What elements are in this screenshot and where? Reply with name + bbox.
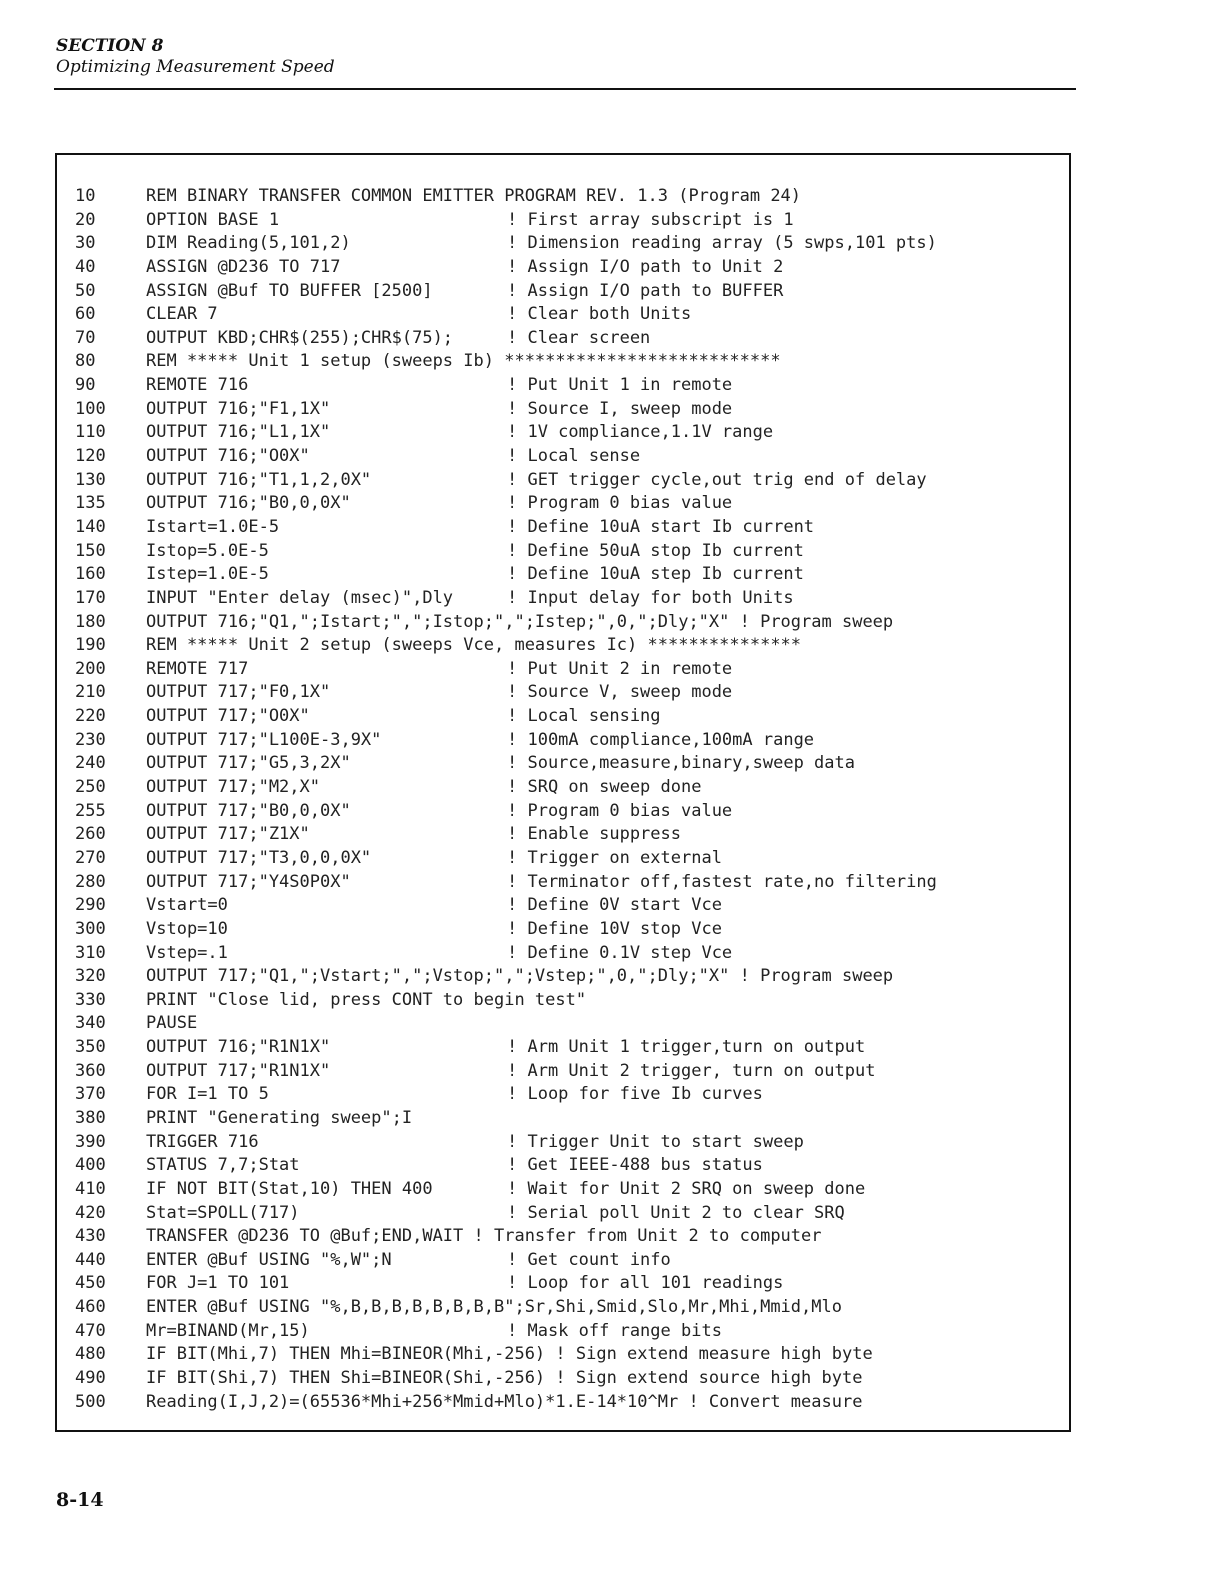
line-number: 330 bbox=[75, 989, 106, 1010]
code-line bbox=[75, 1154, 1065, 1178]
code-statement: PRINT "Generating sweep";I bbox=[146, 1107, 413, 1128]
line-number: 190 bbox=[75, 635, 106, 656]
code-statement: PAUSE bbox=[146, 1013, 198, 1034]
code-line bbox=[75, 752, 1065, 776]
code-statement: IF BIT(Shi,7) THEN Shi=BINEOR(Shi,-256) ! Sign extend source high byte bbox=[146, 1368, 863, 1389]
line-number: 210 bbox=[75, 682, 106, 703]
line-number: 255 bbox=[75, 800, 106, 821]
line-number: 200 bbox=[75, 658, 106, 679]
code-comment: ! Define 10uA start Ib current bbox=[507, 516, 815, 537]
code-comment: ! Define 50uA stop Ib current bbox=[507, 540, 804, 561]
code-line bbox=[75, 942, 1065, 966]
code-line bbox=[75, 1320, 1065, 1344]
code-comment: ! First array subscript is 1 bbox=[507, 209, 794, 230]
code-line bbox=[75, 1272, 1065, 1296]
section-label: SECTION 8 bbox=[56, 36, 164, 56]
code-line bbox=[75, 1083, 1065, 1107]
program-listing-box bbox=[55, 153, 1071, 1432]
code-comment: ! Arm Unit 1 trigger,turn on output bbox=[507, 1037, 866, 1058]
code-line bbox=[75, 705, 1065, 729]
code-line bbox=[75, 871, 1065, 895]
code-line bbox=[75, 1249, 1065, 1273]
code-statement: CLEAR 7 bbox=[146, 304, 218, 325]
code-line bbox=[75, 469, 1065, 493]
code-line bbox=[75, 1012, 1065, 1036]
code-comment: ! Serial poll Unit 2 to clear SRQ bbox=[507, 1202, 845, 1223]
code-comment: ! Clear both Units bbox=[507, 304, 692, 325]
code-statement: OUTPUT 716;"L1,1X" bbox=[146, 422, 331, 443]
line-number: 160 bbox=[75, 564, 106, 585]
code-statement: Istart=1.0E-5 bbox=[146, 516, 280, 537]
line-number: 140 bbox=[75, 516, 106, 537]
code-comment: ! Define 0.1V step Vce bbox=[507, 942, 733, 963]
line-number: 470 bbox=[75, 1320, 106, 1341]
code-comment: ! Wait for Unit 2 SRQ on sweep done bbox=[507, 1178, 866, 1199]
code-statement: Reading(I,J,2)=(65536*Mhi+256*Mmid+Mlo)*1.E-14*10^Mr ! Convert measure bbox=[146, 1391, 863, 1412]
code-line bbox=[75, 894, 1065, 918]
code-line bbox=[75, 185, 1065, 209]
code-line bbox=[75, 823, 1065, 847]
line-number: 320 bbox=[75, 966, 106, 987]
code-line bbox=[75, 303, 1065, 327]
line-number: 440 bbox=[75, 1249, 106, 1270]
code-line bbox=[75, 1131, 1065, 1155]
code-line bbox=[75, 1367, 1065, 1391]
line-number: 130 bbox=[75, 469, 106, 490]
line-number: 460 bbox=[75, 1297, 106, 1318]
code-comment: ! Loop for all 101 readings bbox=[507, 1273, 784, 1294]
code-statement: OUTPUT 717;"G5,3,2X" bbox=[146, 753, 351, 774]
code-statement: IF NOT BIT(Stat,10) THEN 400 bbox=[146, 1178, 433, 1199]
code-line bbox=[75, 965, 1065, 989]
code-statement: REM ***** Unit 2 setup (sweeps Vce, measures Ic) *************** bbox=[146, 635, 802, 656]
line-number: 250 bbox=[75, 777, 106, 798]
line-number: 90 bbox=[75, 375, 96, 396]
code-line bbox=[75, 800, 1065, 824]
code-statement: OUTPUT 716;"Q1,";Istart;",";Istop;",";Istep;",0,";Dly;"X" ! Program sweep bbox=[146, 611, 894, 632]
code-statement: OUTPUT 716;"T1,1,2,0X" bbox=[146, 469, 372, 490]
code-comment: ! Clear screen bbox=[507, 327, 651, 348]
line-number: 220 bbox=[75, 706, 106, 727]
code-line bbox=[75, 1296, 1065, 1320]
code-comment: ! GET trigger cycle,out trig end of delay bbox=[507, 469, 927, 490]
code-line bbox=[75, 280, 1065, 304]
code-comment: ! Source,measure,binary,sweep data bbox=[507, 753, 855, 774]
line-number: 300 bbox=[75, 918, 106, 939]
code-comment: ! Program 0 bias value bbox=[507, 800, 733, 821]
line-number: 260 bbox=[75, 824, 106, 845]
code-statement: OUTPUT 716;"O0X" bbox=[146, 446, 310, 467]
code-statement: OUTPUT 717;"B0,0,0X" bbox=[146, 800, 351, 821]
code-line bbox=[75, 516, 1065, 540]
code-statement: OUTPUT 717;"L100E-3,9X" bbox=[146, 729, 382, 750]
line-number: 370 bbox=[75, 1084, 106, 1105]
line-number: 500 bbox=[75, 1391, 106, 1412]
section-title: Optimizing Measurement Speed bbox=[56, 57, 335, 77]
code-statement: OUTPUT 717;"Q1,";Vstart;",";Vstop;",";Vstep;",0,";Dly;"X" ! Program sweep bbox=[146, 966, 894, 987]
line-number: 10 bbox=[75, 186, 96, 206]
code-statement: OUTPUT 717;"Y4S0P0X" bbox=[146, 871, 351, 892]
code-statement: OUTPUT 716;"B0,0,0X" bbox=[146, 493, 351, 514]
code-comment: ! 100mA compliance,100mA range bbox=[507, 729, 815, 750]
code-line bbox=[75, 1036, 1065, 1060]
code-comment: ! Assign I/O path to BUFFER bbox=[507, 280, 784, 301]
line-number: 135 bbox=[75, 493, 106, 514]
code-statement: ENTER @Buf USING "%,W";N bbox=[146, 1249, 392, 1270]
line-number: 100 bbox=[75, 398, 106, 419]
code-line bbox=[75, 1202, 1065, 1226]
code-comment: ! Source I, sweep mode bbox=[507, 398, 733, 419]
line-number: 170 bbox=[75, 587, 106, 608]
code-comment: ! SRQ on sweep done bbox=[507, 777, 702, 798]
code-statement: OUTPUT 717;"F0,1X" bbox=[146, 682, 331, 703]
code-line bbox=[75, 658, 1065, 682]
code-comment: ! Dimension reading array (5 swps,101 pts) bbox=[507, 233, 937, 254]
code-line bbox=[75, 918, 1065, 942]
code-line bbox=[75, 847, 1065, 871]
code-statement: Vstop=10 bbox=[146, 918, 228, 939]
code-statement: REM BINARY TRANSFER COMMON EMITTER PROGRAM REV. 1.3 (Program 24) bbox=[146, 186, 802, 206]
code-comment: ! Trigger Unit to start sweep bbox=[507, 1131, 804, 1152]
code-line bbox=[75, 611, 1065, 635]
code-statement: Mr=BINAND(Mr,15) bbox=[146, 1320, 310, 1341]
code-statement: ASSIGN @D236 TO 717 bbox=[146, 256, 341, 277]
code-statement: FOR I=1 TO 5 bbox=[146, 1084, 269, 1105]
code-statement: Istop=5.0E-5 bbox=[146, 540, 269, 561]
code-statement: IF BIT(Mhi,7) THEN Mhi=BINEOR(Mhi,-256) ! Sign extend measure high byte bbox=[146, 1344, 873, 1365]
code-line bbox=[75, 374, 1065, 398]
code-line bbox=[75, 1178, 1065, 1202]
line-number: 490 bbox=[75, 1368, 106, 1389]
code-comment: ! Mask off range bits bbox=[507, 1320, 722, 1341]
code-statement: ASSIGN @Buf TO BUFFER [2500] bbox=[146, 280, 433, 301]
code-line bbox=[75, 209, 1065, 233]
code-comment: ! Put Unit 2 in remote bbox=[507, 658, 733, 679]
code-line bbox=[75, 1060, 1065, 1084]
code-comment: ! Input delay for both Units bbox=[507, 587, 794, 608]
line-number: 400 bbox=[75, 1155, 106, 1176]
line-number: 380 bbox=[75, 1107, 106, 1128]
code-line bbox=[75, 327, 1065, 351]
page-header bbox=[56, 36, 1076, 78]
code-statement: Vstart=0 bbox=[146, 895, 228, 916]
code-statement: TRIGGER 716 bbox=[146, 1131, 259, 1152]
code-line bbox=[75, 350, 1065, 374]
line-number: 390 bbox=[75, 1131, 106, 1152]
line-number: 450 bbox=[75, 1273, 106, 1294]
code-statement: OUTPUT 717;"T3,0,0,0X" bbox=[146, 847, 372, 868]
code-comment: ! Define 10V stop Vce bbox=[507, 918, 722, 939]
header-rule bbox=[54, 88, 1076, 90]
code-line bbox=[75, 776, 1065, 800]
code-statement: FOR J=1 TO 101 bbox=[146, 1273, 290, 1294]
line-number: 60 bbox=[75, 304, 96, 325]
code-line bbox=[75, 398, 1065, 422]
line-number: 120 bbox=[75, 446, 106, 467]
code-comment: ! Enable suppress bbox=[507, 824, 681, 845]
code-statement: OUTPUT 717;"R1N1X" bbox=[146, 1060, 331, 1081]
code-line bbox=[75, 445, 1065, 469]
code-statement: TRANSFER @D236 TO @Buf;END,WAIT ! Transfer from Unit 2 to computer bbox=[146, 1226, 822, 1247]
code-line bbox=[75, 1225, 1065, 1249]
line-number: 420 bbox=[75, 1202, 106, 1223]
line-number: 360 bbox=[75, 1060, 106, 1081]
line-number: 280 bbox=[75, 871, 106, 892]
code-comment: ! Get IEEE-488 bus status bbox=[507, 1155, 763, 1176]
code-line bbox=[75, 681, 1065, 705]
code-line bbox=[75, 563, 1065, 587]
line-number: 480 bbox=[75, 1344, 106, 1365]
code-comment: ! Terminator off,fastest rate,no filtering bbox=[507, 871, 937, 892]
code-line bbox=[75, 492, 1065, 516]
line-number: 180 bbox=[75, 611, 106, 632]
code-statement: OUTPUT 717;"Z1X" bbox=[146, 824, 310, 845]
code-comment: ! Trigger on external bbox=[507, 847, 722, 868]
line-number: 290 bbox=[75, 895, 106, 916]
code-comment: ! Define 10uA step Ib current bbox=[507, 564, 804, 585]
line-number: 20 bbox=[75, 209, 96, 230]
code-statement: Stat=SPOLL(717) bbox=[146, 1202, 300, 1223]
code-line bbox=[75, 232, 1065, 256]
code-comment: ! Source V, sweep mode bbox=[507, 682, 733, 703]
code-comment: ! Assign I/O path to Unit 2 bbox=[507, 256, 784, 277]
code-statement: STATUS 7,7;Stat bbox=[146, 1155, 300, 1176]
code-line bbox=[75, 540, 1065, 564]
code-statement: Vstep=.1 bbox=[146, 942, 228, 963]
line-number: 350 bbox=[75, 1037, 106, 1058]
code-line bbox=[75, 729, 1065, 753]
code-comment: ! Program 0 bias value bbox=[507, 493, 733, 514]
code-statement: OUTPUT 717;"M2,X" bbox=[146, 777, 320, 798]
code-statement: REMOTE 716 bbox=[146, 375, 249, 396]
code-statement: REMOTE 717 bbox=[146, 658, 249, 679]
line-number: 310 bbox=[75, 942, 106, 963]
code-comment: ! Put Unit 1 in remote bbox=[507, 375, 733, 396]
code-comment: ! Local sensing bbox=[507, 706, 661, 727]
code-line bbox=[75, 256, 1065, 280]
page-number: 8-14 bbox=[56, 1489, 104, 1511]
code-comment: ! Loop for five Ib curves bbox=[507, 1084, 763, 1105]
code-statement: Istep=1.0E-5 bbox=[146, 564, 269, 585]
code-line bbox=[75, 989, 1065, 1013]
code-line bbox=[75, 587, 1065, 611]
code-statement: REM ***** Unit 1 setup (sweeps Ib) *************************** bbox=[146, 351, 781, 372]
code-comment: ! Get count info bbox=[507, 1249, 671, 1270]
code-line bbox=[75, 1107, 1065, 1131]
code-statement: OPTION BASE 1 bbox=[146, 209, 280, 230]
line-number: 30 bbox=[75, 233, 96, 254]
line-number: 50 bbox=[75, 280, 96, 301]
line-number: 40 bbox=[75, 256, 96, 277]
line-number: 270 bbox=[75, 847, 106, 868]
code-statement: OUTPUT KBD;CHR$(255);CHR$(75); bbox=[146, 327, 454, 348]
line-number: 70 bbox=[75, 327, 96, 348]
code-line bbox=[75, 1343, 1065, 1367]
line-number: 150 bbox=[75, 540, 106, 561]
code-comment: ! Define 0V start Vce bbox=[507, 895, 722, 916]
code-comment: ! Arm Unit 2 trigger, turn on output bbox=[507, 1060, 876, 1081]
code-statement: INPUT "Enter delay (msec)",Dly bbox=[146, 587, 454, 608]
code-line bbox=[75, 421, 1065, 445]
code-statement: PRINT "Close lid, press CONT to begin test" bbox=[146, 989, 587, 1010]
line-number: 240 bbox=[75, 753, 106, 774]
code-line bbox=[75, 1391, 1065, 1415]
code-statement: OUTPUT 717;"O0X" bbox=[146, 706, 310, 727]
program-listing bbox=[75, 185, 1065, 1414]
line-number: 110 bbox=[75, 422, 106, 443]
code-comment: ! Local sense bbox=[507, 446, 641, 467]
line-number: 80 bbox=[75, 351, 96, 372]
code-line bbox=[75, 634, 1065, 658]
code-comment: ! 1V compliance,1.1V range bbox=[507, 422, 774, 443]
code-statement: ENTER @Buf USING "%,B,B,B,B,B,B,B,B";Sr,Shi,Smid,Slo,Mr,Mhi,Mmid,Mlo bbox=[146, 1297, 842, 1318]
code-statement: OUTPUT 716;"R1N1X" bbox=[146, 1037, 331, 1058]
code-statement: OUTPUT 716;"F1,1X" bbox=[146, 398, 331, 419]
line-number: 410 bbox=[75, 1178, 106, 1199]
line-number: 340 bbox=[75, 1013, 106, 1034]
code-statement: DIM Reading(5,101,2) bbox=[146, 233, 351, 254]
line-number: 430 bbox=[75, 1226, 106, 1247]
line-number: 230 bbox=[75, 729, 106, 750]
